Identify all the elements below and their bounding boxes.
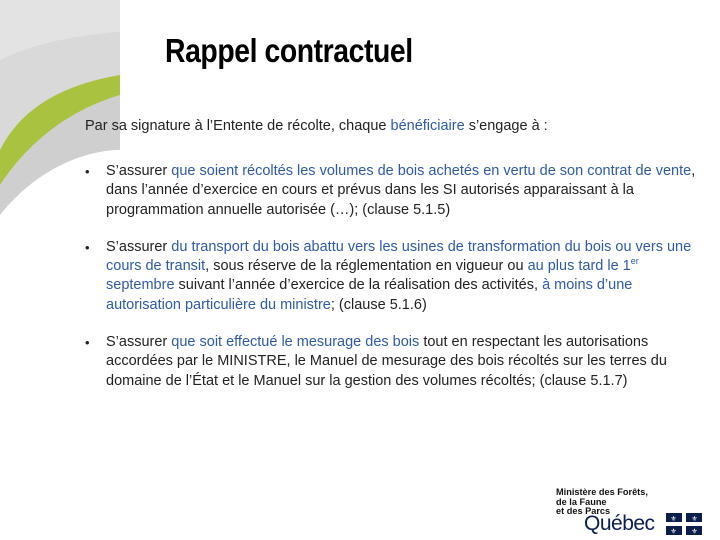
obligations-list [85,162,700,409]
svg-text:⚜: ⚜ [670,515,677,523]
bullet2-p1: S’assurer [106,238,172,255]
bullet1-p3: , dans l’année d’exercice en cours et prévus dans les SI autorisés apparaissant à la programmation annuelle autorisée (…); (clause 5.1.5) [106,163,696,218]
bullet1-p1: S’assurer [106,163,172,179]
list-item [85,333,700,391]
bullet2-p5: septembre [106,277,175,294]
bullet-mark: • [85,164,90,179]
quebec-flag-icon [666,513,702,535]
ministry-line-1: Ministère des Forêts, [556,487,648,497]
svg-text:⚜: ⚜ [670,527,677,535]
ministry-line-2: de la Faune [556,496,607,507]
bullet-mark: • [85,239,90,255]
bullet2-p8: ; (clause 5.1.6) [330,296,427,313]
bullet1-p2: que soient récoltés les volumes de bois achetés en vertu de son contrat de vente [171,163,692,179]
bullet2-p4: au plus tard le 1 [527,258,631,275]
svg-text:⚜: ⚜ [691,527,698,535]
intro-after: s’engage à : [464,118,548,134]
intro-text [85,117,685,136]
list-item [85,162,700,220]
quebec-wordmark: Québec [584,512,655,535]
svg-text:⚜: ⚜ [691,515,698,523]
bullet2-p2: du transport du bois abattu vers les usines de transformation du bois ou vers une cours de transit [106,238,692,275]
quebec-ministry-logo [556,488,706,536]
bullet3-p1: S’assurer [106,334,172,351]
bullet2-p3: , sous réserve de la réglementation en vigueur ou [205,258,528,275]
bullet-mark: • [85,335,90,351]
list-item [85,238,700,315]
ministry-line-3: et des Parcs [556,506,611,516]
bullet3-p2: que soit effectué le mesurage des bois [171,334,420,351]
bullet3-p3: tout en respectant les autorisations accordées par le MINISTRE, le Manuel de mesurage des bois récoltés sur les terres du domaine de l’État et le Manuel sur la gestion des volumes récoltés; (clause 5.1.7) [106,334,667,389]
bullet2-p7: à moins d’une autorisation particulière du ministre [106,277,633,313]
bullet2-p6: suivant l’année d’exercice de la réalisation des activités, [174,277,543,294]
intro-highlight: bénéficiaire [390,118,465,134]
slide-title: Rappel contractuel [165,32,413,69]
intro-before: Par sa signature à l’Entente de récolte, chaque [85,118,391,134]
bullet2-sup: er [630,256,639,267]
